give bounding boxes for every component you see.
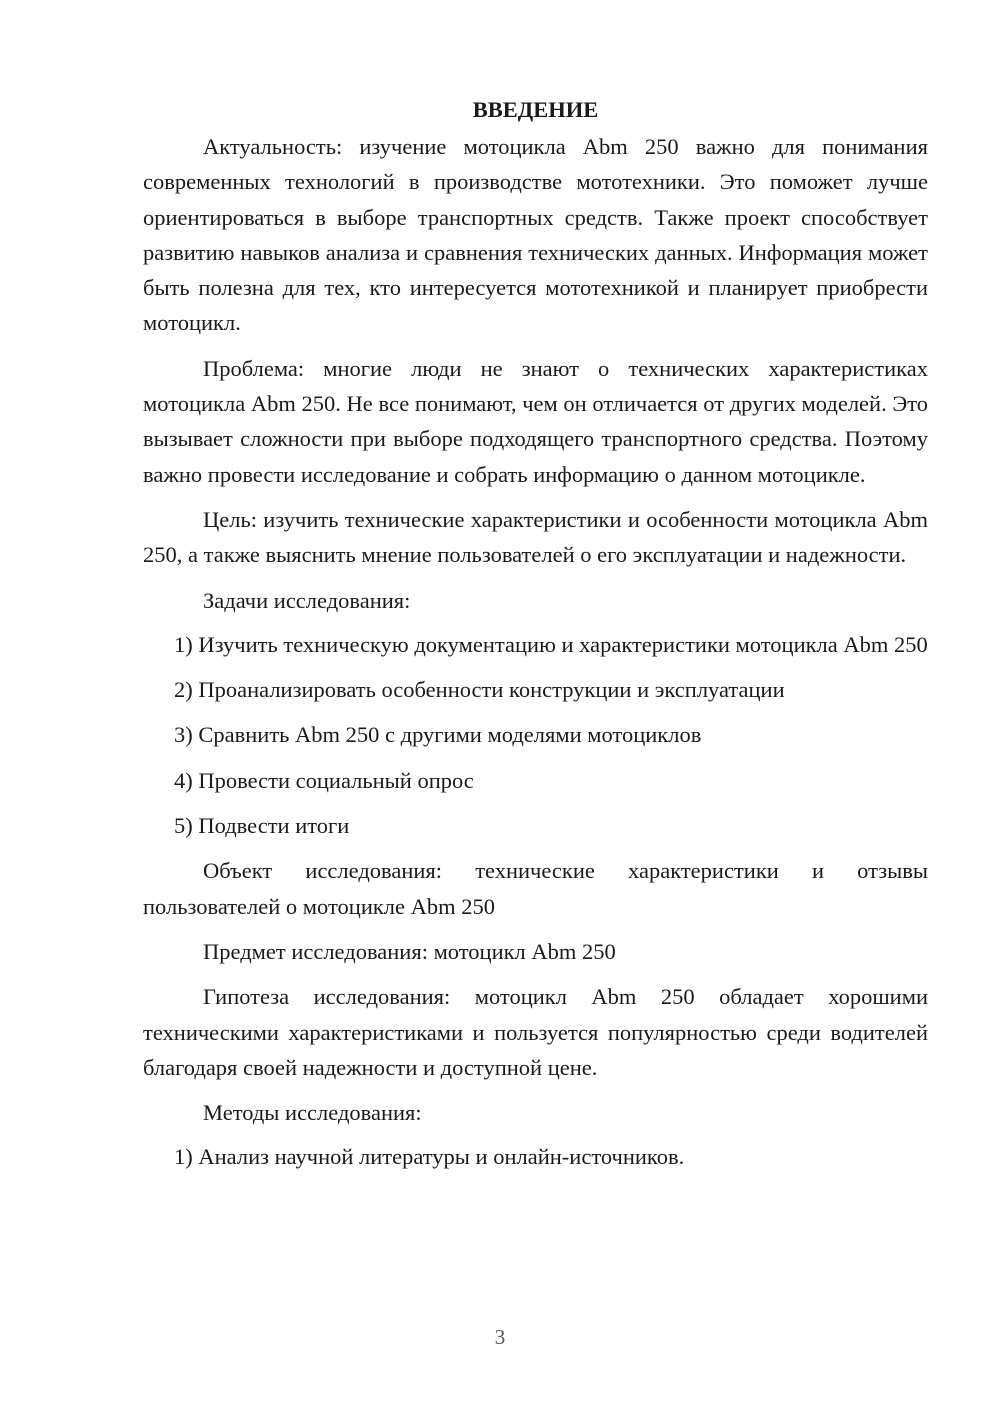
method-item-1: 1) Анализ научной литературы и онлайн-источников. [174,1144,685,1170]
problem-paragraph: Проблема: многие люди не знают о технических характеристиках мотоцикла Abm 250. Не все понимают, чем он отличается от других моделей. Это вызывает сложности при выборе подходящего транспортного средства. Поэтому важно провести исследование и собрать информацию о данном мотоцикле. [143,355,928,487]
task-item-1: 1) Изучить техническую документацию и характеристики мотоцикла Abm 250 [174,631,928,657]
task-item-4: 4) Провести социальный опрос [174,767,474,793]
relevance-paragraph: Актуальность: изучение мотоцикла Abm 250 важно для понимания современных технологий в производстве мототехники. Это поможет лучше ориентироваться в выборе транспортных средств. Также проект способствует развитию навыков анализа и сравнения технических данных. Информация может быть полезна для тех, кто интересуется мототехникой и планирует приобрести мотоцикл. [143,134,928,336]
document-page [143,92,928,1185]
tasks-heading: Задачи исследования: [203,587,411,613]
subject-paragraph: Предмет исследования: мотоцикл Abm 250 [203,938,616,964]
page-title: ВВЕДЕНИЕ [472,97,599,122]
task-item-3: 3) Сравнить Abm 250 с другими моделями мотоциклов [174,722,702,748]
task-item-5: 5) Подвести итоги [174,813,350,839]
page-number: 3 [494,1325,506,1349]
methods-heading: Методы исследования: [203,1100,422,1126]
object-paragraph: Объект исследования: технические характеристики и отзывы пользователей о мотоцикле Abm 250 [143,858,928,919]
task-item-2: 2) Проанализировать особенности конструкции и эксплуатации [174,677,785,703]
goal-paragraph: Цель: изучить технические характеристики и особенности мотоцикла Abm 250, а также выяснить мнение пользователей о его эксплуатации и надежности. [143,506,928,568]
hypothesis-paragraph: Гипотеза исследования: мотоцикл Abm 250 обладает хорошими техническими характеристиками и пользуется популярностью среди водителей благодаря своей надежности и доступной цене. [143,984,928,1080]
